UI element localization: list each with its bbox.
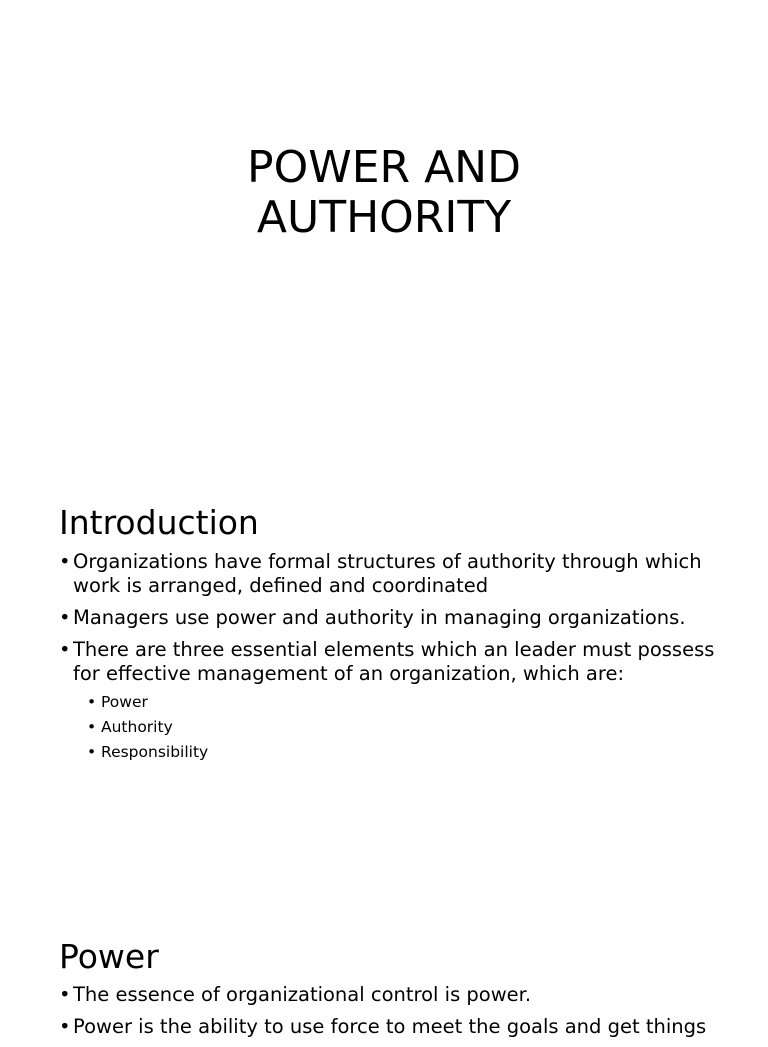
title-slide: [0, 0, 768, 432]
bullet-list: [59, 983, 719, 1047]
power-slide: [0, 864, 768, 1038]
bullet-item: • The essence of organizational control is power.: [59, 983, 719, 1007]
title-line: POWER AND: [247, 142, 521, 194]
bullet-item: [59, 638, 719, 765]
presentation-title: [0, 143, 768, 243]
sub-bullet-list: [87, 690, 719, 765]
bullet-item: • Managers use power and authority in managing organizations.: [59, 606, 719, 630]
bullet-item: • Organizations have formal structures of authority through which work is arranged, defined and coordinated: [59, 550, 719, 598]
bullet-list: [59, 550, 719, 773]
slide-heading: Introduction: [59, 503, 259, 543]
bullet-text: There are three essential elements which an leader must possess for effective management of an organization, which are:: [73, 638, 715, 685]
sub-bullet-item: • Responsibility: [87, 740, 719, 765]
slide-heading: Power: [59, 937, 159, 977]
bullet-item: • Power is the ability to use force to meet the goals and get things: [59, 1015, 719, 1039]
sub-bullet-item: • Power: [87, 690, 719, 715]
introduction-slide: [0, 432, 768, 864]
sub-bullet-item: • Authority: [87, 715, 719, 740]
title-line: AUTHORITY: [256, 192, 512, 244]
